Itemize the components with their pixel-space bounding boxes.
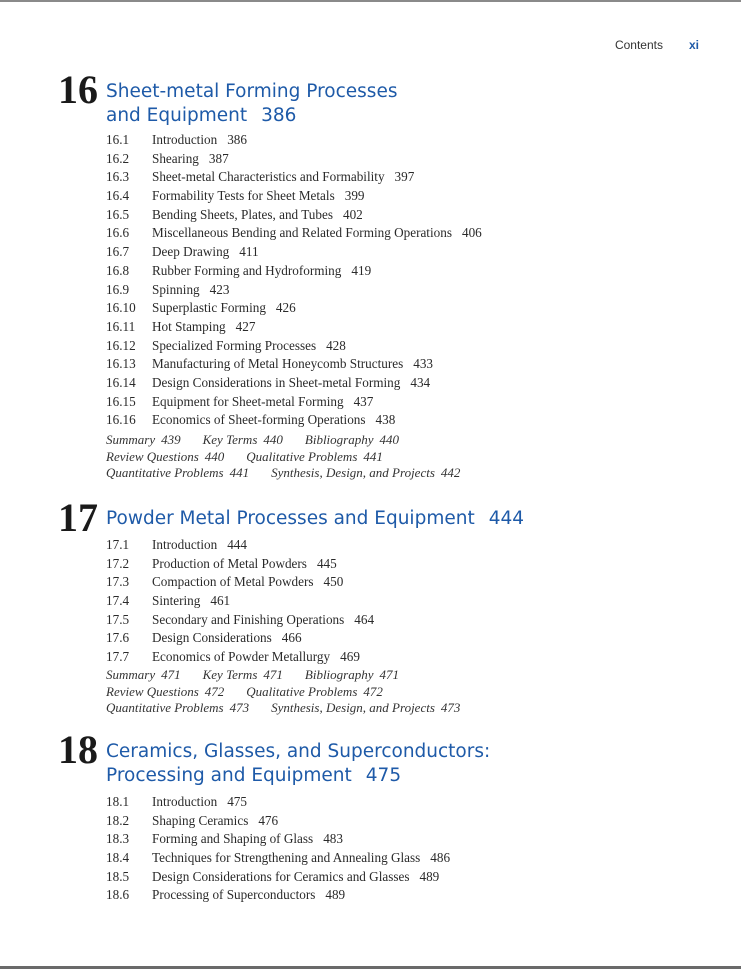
toc-entry[interactable] [106,262,482,281]
section-number: 17.2 [106,555,130,571]
endmatter-page: 439 [161,432,181,447]
endmatter-page: 471 [161,667,181,682]
toc-entry[interactable] [106,131,482,150]
section-number: 18.3 [106,831,130,847]
section-page: 433 [413,356,434,372]
toc-entry[interactable] [106,812,450,831]
toc-entry[interactable] [106,299,482,318]
section-number: 17.5 [106,611,130,627]
section-number: 16.10 [106,300,136,316]
section-page: 445 [316,555,337,571]
section-list [106,793,450,905]
toc-entry[interactable] [106,886,450,905]
section-title: Economics of Sheet-forming Operations [152,412,366,428]
section-title: Shearing [152,150,199,166]
endmatter-page: 472 [363,683,383,699]
section-title: Hot Stamping [152,318,226,334]
chapter-page: 386 [261,105,297,126]
section-title: Design Considerations in Sheet-metal Forming [152,374,401,390]
section-number: 16.7 [106,244,130,260]
chapter-endmatter [106,432,460,482]
section-number: 16.8 [106,262,130,278]
endmatter-item[interactable]: Quantitative Problems [106,465,224,480]
toc-entry[interactable] [106,281,482,300]
section-page: 461 [210,593,231,609]
endmatter-item[interactable]: Review Questions [106,448,199,464]
section-title: Processing of Superconductors [152,887,316,903]
section-number: 17.4 [106,593,130,609]
section-title: Formability Tests for Sheet Metals [152,188,335,204]
endmatter-item[interactable]: Synthesis, Design, and Projects [271,700,435,715]
toc-entry[interactable] [106,411,482,430]
running-head-label: Contents [614,38,663,52]
section-number: 16.15 [106,393,136,409]
chapter-page: 475 [365,765,402,786]
toc-entry[interactable] [106,168,482,187]
section-number: 16.6 [106,225,130,241]
endmatter-item[interactable]: Key Terms [202,432,258,447]
section-number: 16.4 [106,188,130,204]
section-title: Secondary and Finishing Operations [152,611,345,627]
running-head [615,38,699,52]
endmatter-item[interactable]: Key Terms [202,667,258,682]
toc-entry[interactable] [106,374,482,393]
section-page: 437 [353,393,374,409]
endmatter-line [106,667,460,684]
section-title: Specialized Forming Processes [152,337,317,353]
endmatter-page: 440 [204,448,225,464]
section-title: Deep Drawing [152,244,230,260]
section-title: Miscellaneous Bending and Related Forming Operations [152,225,452,241]
toc-entry[interactable] [106,243,482,262]
section-number: 17.3 [106,574,130,590]
chapter-number: 16 [58,67,98,112]
section-page: 434 [410,374,431,390]
section-number: 16.2 [106,150,130,166]
section-title: Manufacturing of Metal Honeycomb Structures [152,356,404,372]
section-page: 427 [235,318,256,334]
toc-entry[interactable] [106,849,450,868]
endmatter-page: 472 [204,683,225,699]
endmatter-item[interactable]: Quantitative Problems [106,700,224,715]
top-border [0,0,741,2]
chapter-page: 444 [488,508,525,529]
endmatter-line [106,449,460,466]
endmatter-page: 440 [263,432,283,447]
chapter-endmatter [106,667,460,717]
section-page: 476 [258,812,279,828]
section-number: 16.11 [106,318,136,334]
chapter-title-line: Processing and Equipment [106,765,352,786]
section-title: Shaping Ceramics [152,812,249,828]
page-number: xi [688,38,699,52]
toc-entry[interactable] [106,555,374,574]
section-page: 489 [325,887,346,903]
toc-entry[interactable] [106,611,374,630]
section-page: 411 [239,244,259,260]
toc-entry[interactable] [106,573,374,592]
section-page: 387 [208,150,229,166]
toc-entry[interactable] [106,337,482,356]
toc-entry[interactable] [106,629,374,648]
section-page: 402 [342,206,363,222]
section-title: Design Considerations for Ceramics and Glasses [152,868,410,884]
section-number: 16.9 [106,281,130,297]
section-number: 16.5 [106,206,130,222]
section-page: 469 [340,649,360,665]
chapter-number: 18 [58,727,98,772]
chapter-number: 17 [58,495,98,540]
toc-entry[interactable] [106,648,374,667]
endmatter-page: 442 [440,465,461,480]
section-page: 399 [344,188,365,204]
toc-entry[interactable] [106,224,482,243]
chapter-title[interactable] [106,740,490,788]
section-page: 423 [209,281,230,297]
section-title: Rubber Forming and Hydroforming [152,262,342,278]
section-title: Design Considerations [152,630,272,646]
section-title: Bending Sheets, Plates, and Tubes [152,206,333,222]
endmatter-page: 441 [363,448,383,464]
section-title: Sintering [152,593,201,609]
toc-entry[interactable] [106,830,450,849]
section-title: Economics of Powder Metallurgy [152,649,331,665]
endmatter-item[interactable]: Review Questions [106,683,199,699]
endmatter-item[interactable]: Bibliography [304,667,374,682]
section-page: 428 [326,337,346,353]
endmatter-item[interactable]: Synthesis, Design, and Projects [271,465,435,480]
endmatter-item[interactable]: Bibliography [304,432,374,447]
section-page: 466 [281,630,302,646]
section-title: Production of Metal Powders [152,555,307,571]
section-page: 419 [351,262,372,278]
toc-entry[interactable] [106,318,482,337]
section-number: 18.4 [106,850,130,866]
section-page: 426 [275,300,296,316]
section-page: 444 [227,537,247,552]
section-number: 16.12 [106,337,136,353]
section-page: 397 [394,169,415,185]
section-page: 438 [375,412,396,428]
endmatter-item[interactable]: Qualitative Problems [246,448,358,464]
toc-entry[interactable] [106,592,374,611]
toc-entry[interactable] [106,187,482,206]
section-number: 16.16 [106,412,136,428]
endmatter-line [106,700,460,717]
endmatter-item[interactable]: Summary [106,667,156,682]
toc-entry[interactable] [106,150,482,169]
section-number: 17.1 [106,537,130,552]
endmatter-line [106,684,460,701]
section-number: 16.3 [106,169,130,185]
section-number: 17.6 [106,630,130,646]
section-list [106,536,374,667]
endmatter-page: 471 [263,667,283,682]
section-number: 16.1 [106,132,130,147]
toc-entry[interactable] [106,393,482,412]
section-title: Techniques for Strengthening and Annealing Glass [152,850,421,866]
section-page: 464 [354,611,375,627]
chapter-title-line: Sheet-metal Forming Processes [106,81,398,102]
section-page: 486 [430,850,451,866]
section-number: 17.7 [106,649,130,665]
section-title: Introduction [152,537,218,552]
chapter-title-line: Powder Metal Processes and Equipment [106,508,475,529]
section-page: 475 [227,794,247,809]
section-page: 406 [461,225,482,241]
section-title: Compaction of Metal Powders [152,574,314,590]
chapter-title[interactable] [106,507,524,531]
section-number: 18.2 [106,812,130,828]
section-title: Superplastic Forming [152,300,266,316]
toc-entry[interactable] [106,355,482,374]
section-title: Sheet-metal Characteristics and Formability [152,169,385,185]
section-page: 386 [227,132,247,147]
section-list [106,131,482,430]
endmatter-page: 440 [379,432,399,447]
section-page: 483 [323,831,343,847]
chapter-title-line: Ceramics, Glasses, and Superconductors: [106,741,491,762]
endmatter-page: 473 [440,700,461,715]
section-title: Forming and Shaping of Glass [152,831,314,847]
endmatter-page: 473 [229,700,250,715]
chapter-title[interactable] [106,80,397,128]
endmatter-page: 471 [379,667,399,682]
section-title: Equipment for Sheet-metal Forming [152,393,344,409]
toc-entry[interactable] [106,206,482,225]
section-number: 16.13 [106,356,136,372]
toc-entry[interactable] [106,793,450,812]
section-title: Introduction [152,794,218,809]
section-number: 18.6 [106,887,130,903]
toc-entry[interactable] [106,536,374,555]
section-number: 18.1 [106,794,130,809]
section-number: 16.14 [106,374,136,390]
section-page: 489 [419,868,440,884]
section-number: 18.5 [106,868,130,884]
endmatter-page: 441 [229,465,250,480]
endmatter-item[interactable]: Summary [106,432,156,447]
chapter-title-line: and Equipment [106,105,248,126]
section-title: Introduction [152,132,218,147]
toc-entry[interactable] [106,868,450,887]
endmatter-item[interactable]: Qualitative Problems [246,683,358,699]
section-page: 450 [323,574,344,590]
endmatter-line [106,432,460,449]
endmatter-line [106,465,460,482]
section-title: Spinning [152,281,200,297]
